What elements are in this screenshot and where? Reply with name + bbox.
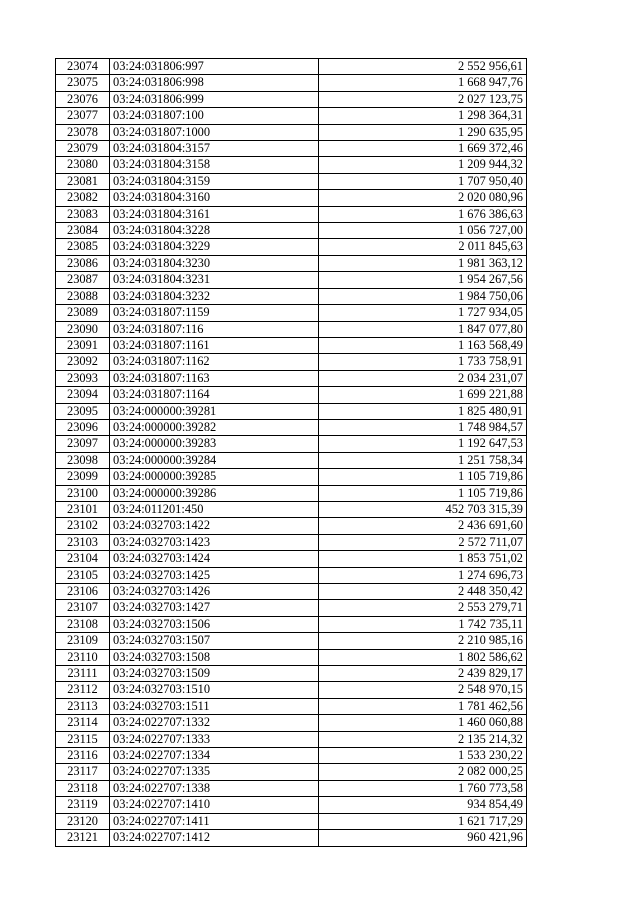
- cadastral-number-cell: 03:24:031804:3228: [110, 223, 319, 239]
- cadastral-value-cell: 1 298 364,31: [319, 108, 527, 124]
- table-row: [56, 337, 527, 353]
- table-row: [56, 403, 527, 419]
- table-row: [56, 255, 527, 271]
- cadastral-number-cell: 03:24:022707:1334: [110, 748, 319, 764]
- row-number-cell: 23076: [56, 91, 110, 107]
- row-number-cell: 23095: [56, 403, 110, 419]
- cadastral-number-cell: 03:24:032703:1426: [110, 584, 319, 600]
- cadastral-value-cell: 1 460 060,88: [319, 715, 527, 731]
- table-row: [56, 354, 527, 370]
- cadastral-value-cell: 1 105 719,86: [319, 485, 527, 501]
- row-number-cell: 23096: [56, 419, 110, 435]
- row-number-cell: 23099: [56, 469, 110, 485]
- cadastral-number-cell: 03:24:000000:39285: [110, 469, 319, 485]
- cadastral-number-cell: 03:24:031807:100: [110, 108, 319, 124]
- table-row: [56, 600, 527, 616]
- cadastral-value-cell: 1 733 758,91: [319, 354, 527, 370]
- row-number-cell: 23116: [56, 748, 110, 764]
- cadastral-value-table: [55, 58, 527, 847]
- cadastral-value-cell: 1 105 719,86: [319, 469, 527, 485]
- cadastral-value-cell: 2 572 711,07: [319, 534, 527, 550]
- table-row: [56, 616, 527, 632]
- cadastral-value-cell: 1 727 934,05: [319, 305, 527, 321]
- row-number-cell: 23105: [56, 567, 110, 583]
- cadastral-value-cell: 1 192 647,53: [319, 436, 527, 452]
- cadastral-value-cell: 1 825 480,91: [319, 403, 527, 419]
- row-number-cell: 23109: [56, 633, 110, 649]
- cadastral-value-cell: 2 082 000,25: [319, 764, 527, 780]
- table-row: [56, 748, 527, 764]
- cadastral-value-cell: 1 847 077,80: [319, 321, 527, 337]
- row-number-cell: 23082: [56, 190, 110, 206]
- table-row: [56, 469, 527, 485]
- cadastral-number-cell: 03:24:022707:1410: [110, 797, 319, 813]
- cadastral-number-cell: 03:24:031804:3231: [110, 272, 319, 288]
- cadastral-value-cell: 2 553 279,71: [319, 600, 527, 616]
- cadastral-value-cell: 2 210 985,16: [319, 633, 527, 649]
- table-row: [56, 452, 527, 468]
- row-number-cell: 23104: [56, 551, 110, 567]
- table-row: [56, 157, 527, 173]
- table-row: [56, 370, 527, 386]
- row-number-cell: 23117: [56, 764, 110, 780]
- cadastral-number-cell: 03:24:022707:1338: [110, 780, 319, 796]
- cadastral-value-cell: 1 676 386,63: [319, 206, 527, 222]
- cadastral-number-cell: 03:24:032703:1422: [110, 518, 319, 534]
- cadastral-value-cell: 1 760 773,58: [319, 780, 527, 796]
- cadastral-number-cell: 03:24:031807:1000: [110, 124, 319, 140]
- row-number-cell: 23092: [56, 354, 110, 370]
- table-row: [56, 124, 527, 140]
- table-row: [56, 715, 527, 731]
- table-row: [56, 59, 527, 75]
- cadastral-number-cell: 03:24:031804:3160: [110, 190, 319, 206]
- cadastral-value-cell: 1 981 363,12: [319, 255, 527, 271]
- cadastral-number-cell: 03:24:032703:1427: [110, 600, 319, 616]
- cadastral-number-cell: 03:24:031807:1161: [110, 337, 319, 353]
- row-number-cell: 23088: [56, 288, 110, 304]
- row-number-cell: 23103: [56, 534, 110, 550]
- cadastral-number-cell: 03:24:032703:1423: [110, 534, 319, 550]
- table-row: [56, 239, 527, 255]
- row-number-cell: 23085: [56, 239, 110, 255]
- cadastral-value-cell: 960 421,96: [319, 830, 527, 846]
- cadastral-value-cell: 1 209 944,32: [319, 157, 527, 173]
- cadastral-value-cell: 1 669 372,46: [319, 141, 527, 157]
- row-number-cell: 23089: [56, 305, 110, 321]
- cadastral-number-cell: 03:24:031804:3161: [110, 206, 319, 222]
- table-body: [56, 59, 527, 847]
- table-row: [56, 190, 527, 206]
- cadastral-number-cell: 03:24:031804:3159: [110, 173, 319, 189]
- row-number-cell: 23083: [56, 206, 110, 222]
- table-row: [56, 584, 527, 600]
- cadastral-number-cell: 03:24:031804:3232: [110, 288, 319, 304]
- table-row: [56, 91, 527, 107]
- row-number-cell: 23120: [56, 813, 110, 829]
- cadastral-number-cell: 03:24:031807:1164: [110, 387, 319, 403]
- cadastral-value-cell: 2 439 829,17: [319, 666, 527, 682]
- row-number-cell: 23113: [56, 698, 110, 714]
- row-number-cell: 23114: [56, 715, 110, 731]
- row-number-cell: 23098: [56, 452, 110, 468]
- cadastral-number-cell: 03:24:031804:3229: [110, 239, 319, 255]
- cadastral-number-cell: 03:24:032703:1425: [110, 567, 319, 583]
- cadastral-number-cell: 03:24:031806:997: [110, 59, 319, 75]
- cadastral-number-cell: 03:24:022707:1332: [110, 715, 319, 731]
- cadastral-number-cell: 03:24:032703:1424: [110, 551, 319, 567]
- cadastral-number-cell: 03:24:031804:3158: [110, 157, 319, 173]
- table-row: [56, 649, 527, 665]
- cadastral-number-cell: 03:24:031807:1162: [110, 354, 319, 370]
- table-row: [56, 206, 527, 222]
- cadastral-value-cell: 2 011 845,63: [319, 239, 527, 255]
- cadastral-number-cell: 03:24:022707:1411: [110, 813, 319, 829]
- cadastral-number-cell: 03:24:011201:450: [110, 501, 319, 517]
- row-number-cell: 23112: [56, 682, 110, 698]
- cadastral-value-cell: 1 984 750,06: [319, 288, 527, 304]
- cadastral-value-cell: 1 668 947,76: [319, 75, 527, 91]
- cadastral-number-cell: 03:24:031806:999: [110, 91, 319, 107]
- cadastral-value-cell: 2 436 691,60: [319, 518, 527, 534]
- cadastral-value-cell: 1 274 696,73: [319, 567, 527, 583]
- row-number-cell: 23090: [56, 321, 110, 337]
- cadastral-number-cell: 03:24:000000:39284: [110, 452, 319, 468]
- row-number-cell: 23086: [56, 255, 110, 271]
- cadastral-number-cell: 03:24:032703:1506: [110, 616, 319, 632]
- row-number-cell: 23101: [56, 501, 110, 517]
- table-row: [56, 780, 527, 796]
- table-row: [56, 288, 527, 304]
- cadastral-value-cell: 2 548 970,15: [319, 682, 527, 698]
- table-row: [56, 485, 527, 501]
- table-row: [56, 682, 527, 698]
- table-row: [56, 173, 527, 189]
- cadastral-value-cell: 1 163 568,49: [319, 337, 527, 353]
- cadastral-number-cell: 03:24:032703:1508: [110, 649, 319, 665]
- table-row: [56, 387, 527, 403]
- cadastral-number-cell: 03:24:031806:998: [110, 75, 319, 91]
- table-row: [56, 272, 527, 288]
- row-number-cell: 23094: [56, 387, 110, 403]
- cadastral-value-cell: 1 290 635,95: [319, 124, 527, 140]
- cadastral-value-cell: 934 854,49: [319, 797, 527, 813]
- table-row: [56, 223, 527, 239]
- cadastral-number-cell: 03:24:031804:3230: [110, 255, 319, 271]
- row-number-cell: 23119: [56, 797, 110, 813]
- row-number-cell: 23121: [56, 830, 110, 846]
- row-number-cell: 23107: [56, 600, 110, 616]
- cadastral-number-cell: 03:24:032703:1510: [110, 682, 319, 698]
- table-row: [56, 797, 527, 813]
- table-row: [56, 108, 527, 124]
- table-row: [56, 764, 527, 780]
- row-number-cell: 23106: [56, 584, 110, 600]
- cadastral-value-cell: 2 027 123,75: [319, 91, 527, 107]
- cadastral-value-cell: 452 703 315,39: [319, 501, 527, 517]
- cadastral-value-cell: 1 748 984,57: [319, 419, 527, 435]
- table-row: [56, 731, 527, 747]
- table-row: [56, 830, 527, 846]
- cadastral-number-cell: 03:24:000000:39281: [110, 403, 319, 419]
- row-number-cell: 23100: [56, 485, 110, 501]
- cadastral-number-cell: 03:24:022707:1412: [110, 830, 319, 846]
- row-number-cell: 23118: [56, 780, 110, 796]
- row-number-cell: 23087: [56, 272, 110, 288]
- row-number-cell: 23081: [56, 173, 110, 189]
- row-number-cell: 23079: [56, 141, 110, 157]
- table-row: [56, 813, 527, 829]
- row-number-cell: 23102: [56, 518, 110, 534]
- row-number-cell: 23077: [56, 108, 110, 124]
- row-number-cell: 23097: [56, 436, 110, 452]
- cadastral-value-cell: 2 552 956,61: [319, 59, 527, 75]
- cadastral-number-cell: 03:24:000000:39286: [110, 485, 319, 501]
- cadastral-value-cell: 1 742 735,11: [319, 616, 527, 632]
- table-row: [56, 518, 527, 534]
- table-row: [56, 567, 527, 583]
- cadastral-value-cell: 1 707 950,40: [319, 173, 527, 189]
- row-number-cell: 23080: [56, 157, 110, 173]
- cadastral-value-cell: 1 781 462,56: [319, 698, 527, 714]
- row-number-cell: 23111: [56, 666, 110, 682]
- table-row: [56, 666, 527, 682]
- table-row: [56, 141, 527, 157]
- cadastral-number-cell: 03:24:031807:1159: [110, 305, 319, 321]
- row-number-cell: 23078: [56, 124, 110, 140]
- cadastral-number-cell: 03:24:022707:1333: [110, 731, 319, 747]
- cadastral-value-cell: 1 954 267,56: [319, 272, 527, 288]
- table-row: [56, 698, 527, 714]
- table-row: [56, 436, 527, 452]
- cadastral-value-cell: 2 135 214,32: [319, 731, 527, 747]
- table-row: [56, 321, 527, 337]
- row-number-cell: 23093: [56, 370, 110, 386]
- cadastral-value-cell: 1 251 758,34: [319, 452, 527, 468]
- cadastral-value-cell: 1 056 727,00: [319, 223, 527, 239]
- cadastral-value-cell: 1 853 751,02: [319, 551, 527, 567]
- row-number-cell: 23084: [56, 223, 110, 239]
- cadastral-value-cell: 1 802 586,62: [319, 649, 527, 665]
- row-number-cell: 23091: [56, 337, 110, 353]
- cadastral-value-cell: 1 699 221,88: [319, 387, 527, 403]
- table-row: [56, 75, 527, 91]
- cadastral-number-cell: 03:24:032703:1509: [110, 666, 319, 682]
- row-number-cell: 23075: [56, 75, 110, 91]
- row-number-cell: 23110: [56, 649, 110, 665]
- cadastral-value-cell: 2 448 350,42: [319, 584, 527, 600]
- row-number-cell: 23115: [56, 731, 110, 747]
- cadastral-number-cell: 03:24:031807:1163: [110, 370, 319, 386]
- cadastral-number-cell: 03:24:022707:1335: [110, 764, 319, 780]
- row-number-cell: 23074: [56, 59, 110, 75]
- table-row: [56, 534, 527, 550]
- cadastral-value-cell: 2 020 080,96: [319, 190, 527, 206]
- cadastral-number-cell: 03:24:032703:1507: [110, 633, 319, 649]
- row-number-cell: 23108: [56, 616, 110, 632]
- table-row: [56, 419, 527, 435]
- table-row: [56, 633, 527, 649]
- cadastral-number-cell: 03:24:032703:1511: [110, 698, 319, 714]
- table-row: [56, 501, 527, 517]
- cadastral-value-cell: 1 533 230,22: [319, 748, 527, 764]
- table-row: [56, 551, 527, 567]
- cadastral-number-cell: 03:24:031807:116: [110, 321, 319, 337]
- cadastral-number-cell: 03:24:031804:3157: [110, 141, 319, 157]
- cadastral-value-cell: 2 034 231,07: [319, 370, 527, 386]
- cadastral-number-cell: 03:24:000000:39282: [110, 419, 319, 435]
- table-row: [56, 305, 527, 321]
- cadastral-value-cell: 1 621 717,29: [319, 813, 527, 829]
- cadastral-number-cell: 03:24:000000:39283: [110, 436, 319, 452]
